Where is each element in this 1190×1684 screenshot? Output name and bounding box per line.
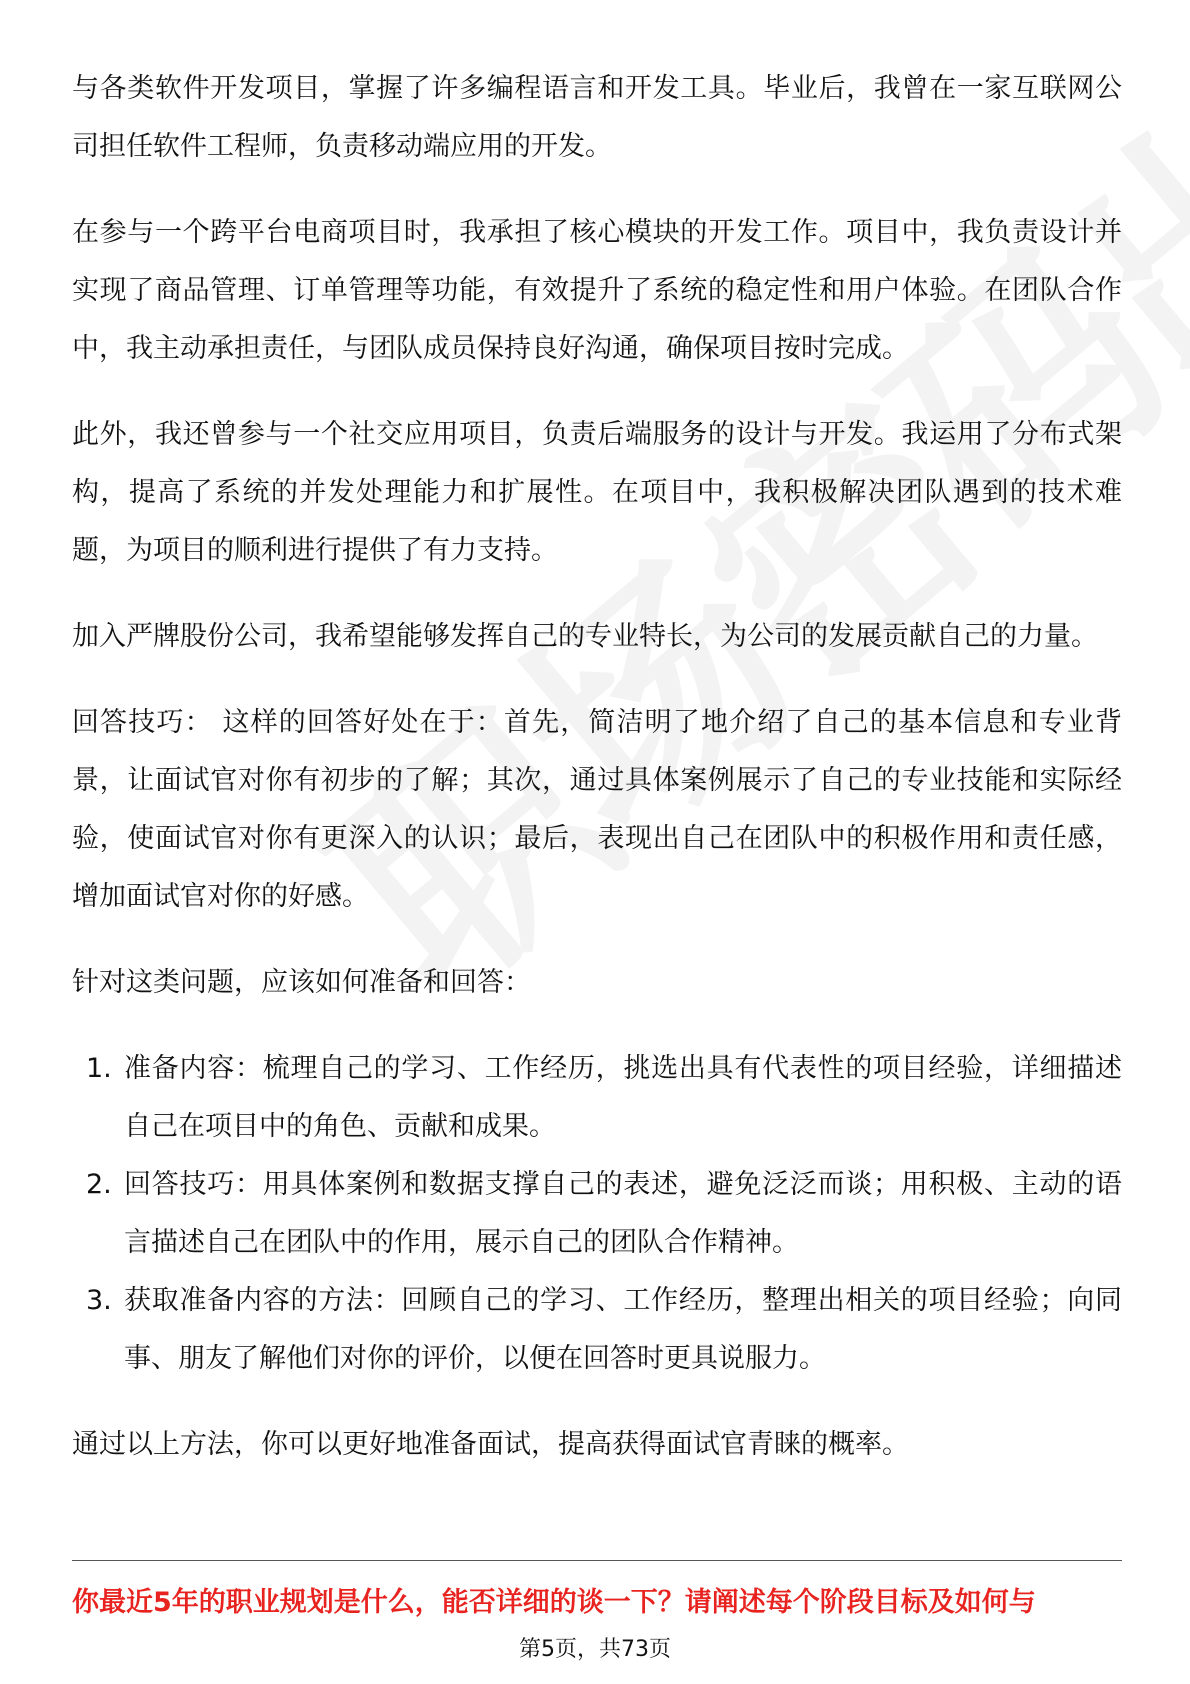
paragraph: 与各类软件开发项目，掌握了许多编程语言和开发工具。毕业后，我曾在一家互联网公司担任软件工程师，负责移动端应用的开发。 [72, 73, 1122, 162]
next-question-heading: 你最近5年的职业规划是什么，能否详细的谈一下？请阐述每个阶段目标及如何与 [72, 1587, 1036, 1618]
divider [72, 1560, 1122, 1561]
list-item-text: 回答技巧：用具体案例和数据支撑自己的表述，避免泛泛而谈；用积极、主动的语言描述自己在团队中的作用，展示自己的团队合作精神。 [124, 1169, 1122, 1258]
answer-tips-paragraph: 回答技巧： 这样的回答好处在于：首先，简洁明了地介绍了自己的基本信息和专业背景，让面试官对你有初步的了解；其次，通过具体案例展示了自己的专业技能和实际经验，使面试官对你有更深入的认识；最后，表现出自己在团队中的积极作用和责任感，增加面试官对你的好感。 [72, 707, 1122, 912]
paragraph: 在参与一个跨平台电商项目时，我承担了核心模块的开发工作。项目中，我负责设计并实现了商品管理、订单管理等功能，有效提升了系统的稳定性和用户体验。在团队合作中，我主动承担责任，与团队成员保持良好沟通，确保项目按时完成。 [72, 217, 1122, 364]
page-number: 第5页，共73页 [519, 1637, 671, 1662]
list-item-text: 获取准备内容的方法：回顾自己的学习、工作经历，整理出相关的项目经验；向同事、朋友了解他们对你的评价，以便在回答时更具说服力。 [124, 1285, 1122, 1374]
list-item-text: 准备内容：梳理自己的学习、工作经历，挑选出具有代表性的项目经验，详细描述自己在项目中的角色、贡献和成果。 [124, 1053, 1122, 1142]
document-body [72, 60, 1122, 1502]
list-item [72, 1040, 1122, 1156]
list-intro: 针对这类问题，应该如何准备和回答： [72, 967, 531, 998]
paragraph: 加入严牌股份公司，我希望能够发挥自己的专业特长，为公司的发展贡献自己的力量。 [72, 621, 1098, 652]
paragraph: 此外，我还曾参与一个社交应用项目，负责后端服务的设计与开发。我运用了分布式架构，提高了系统的并发处理能力和扩展性。在项目中，我积极解决团队遇到的技术难题，为项目的顺利进行提供了有力支持。 [72, 419, 1122, 566]
list-number: 3. [86, 1285, 112, 1316]
list-number: 2. [86, 1169, 112, 1200]
list-item [72, 1156, 1122, 1272]
numbered-list [72, 1040, 1122, 1388]
list-item [72, 1272, 1122, 1388]
list-number: 1. [86, 1053, 112, 1084]
closing-paragraph: 通过以上方法，你可以更好地准备面试，提高获得面试官青睐的概率。 [72, 1429, 909, 1460]
